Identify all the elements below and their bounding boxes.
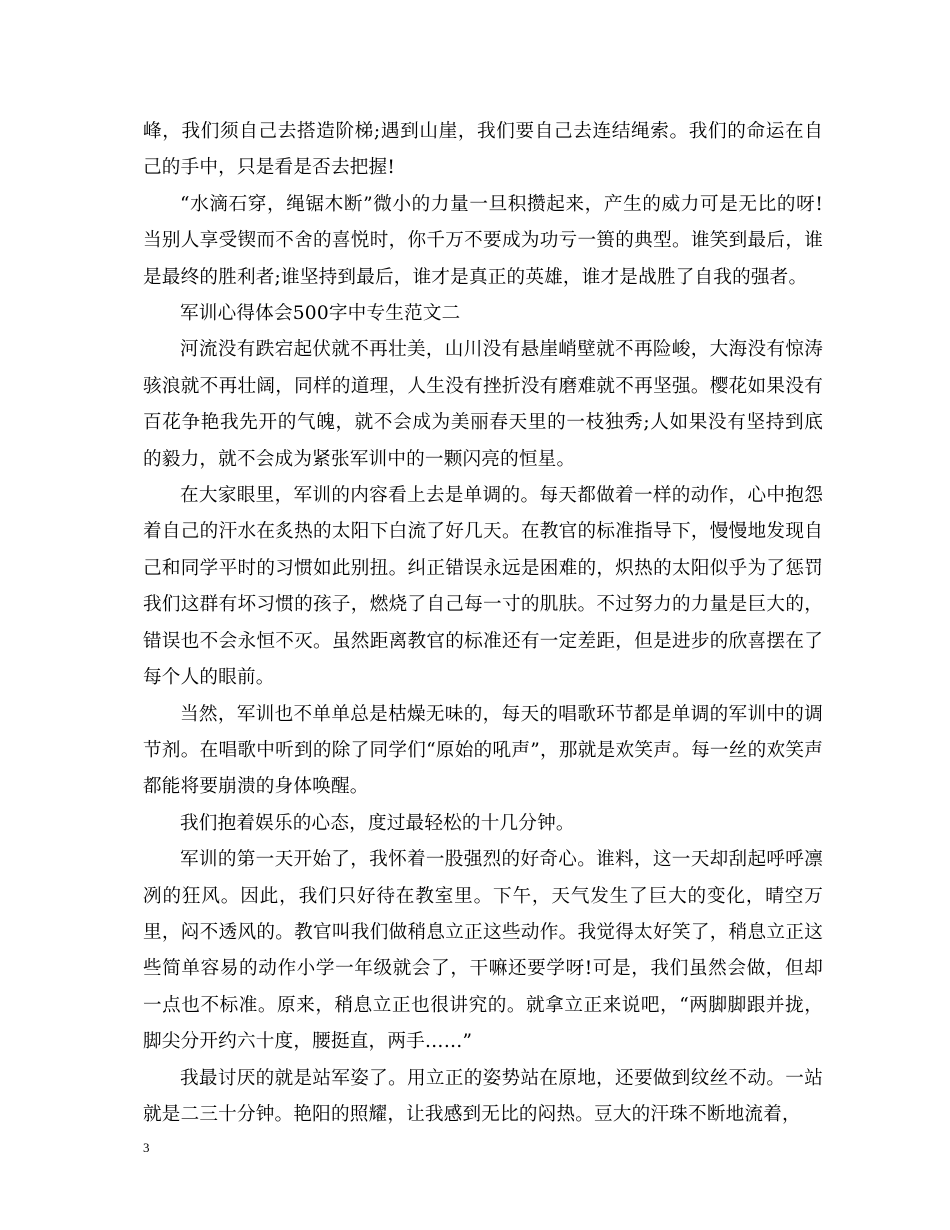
paragraph: 河流没有跌宕起伏就不再壮美，山川没有悬崖峭壁就不再险峻，大海没有惊涛骇浪就不再壮阔，同样的道理，人生没有挫折没有磨难就不再坚强。樱花如果没有百花争艳我先开的气魄，就不会成为美丽春天里的一枝独秀;人如果没有坚持到底的毅力，就不会成为紧张军训中的一颗闪亮的恒星。	[143, 339, 823, 470]
page-number: 3	[143, 1140, 150, 1155]
paragraph: 当然，军训也不单单总是枯燥无味的，每天的唱歌环节都是单调的军训中的调节剂。在唱歌中听到的除了同学们“原始的吼声”，那就是欢笑声。每一丝的欢笑声都能将要崩溃的身体唤醒。	[143, 703, 823, 798]
paragraph: 峰，我们须自己去搭造阶梯;遇到山崖，我们要自己去连结绳索。我们的命运在自己的手中，只是看是否去把握!	[143, 121, 823, 179]
paragraph: 我们抱着娱乐的心态，度过最轻松的十几分钟。	[180, 812, 575, 834]
paragraph: 在大家眼里，军训的内容看上去是单调的。每天都做着一样的动作，心中抱怨着自己的汗水在炙热的太阳下白流了好几天。在教官的标准指导下，慢慢地发现自己和同学平时的习惯如此别扭。纠正错误永远是困难的，炽热的太阳似乎为了惩罚我们这群有坏习惯的孩子，燃烧了自己每一寸的肌肤。不过努力的力量是巨大的，错误也不会永恒不灭。虽然距离教官的标准还有一定差距，但是进步的欣喜摆在了每个人的眼前。	[143, 485, 823, 689]
document-body	[143, 114, 823, 1133]
paragraph: 军训的第一天开始了，我怀着一股强烈的好奇心。谁料，这一天却刮起呼呼凛冽的狂风。因此，我们只好待在教室里。下午，天气发生了巨大的变化，晴空万里，闷不透风的。教官叫我们做稍息立正这些动作。我觉得太好笑了，稍息立正这些简单容易的动作小学一年级就会了，干嘛还要学呀!可是，我们虽然会做，但却一点也不标准。原来，稍息立正也很讲究的。就拿立正来说吧，“两脚脚跟并拢，脚尖分开约六十度，腰挺直，两手……”	[143, 849, 823, 1053]
paragraph: 我最讨厌的就是站军姿了。用立正的姿势站在原地，还要做到纹丝不动。一站就是二三十分钟。艳阳的照耀，让我感到无比的闷热。豆大的汗珠不断地流着，	[143, 1067, 823, 1125]
section-heading: 军训心得体会500字中专生范文二	[180, 303, 461, 325]
paragraph: “水滴石穿，绳锯木断”微小的力量一旦积攒起来，产生的威力可是无比的呀!当别人享受锲而不舍的喜悦时，你千万不要成为功亏一篑的典型。谁笑到最后，谁是最终的胜利者;谁坚持到最后，谁才是真正的英雄，谁才是战胜了自我的强者。	[143, 193, 823, 288]
